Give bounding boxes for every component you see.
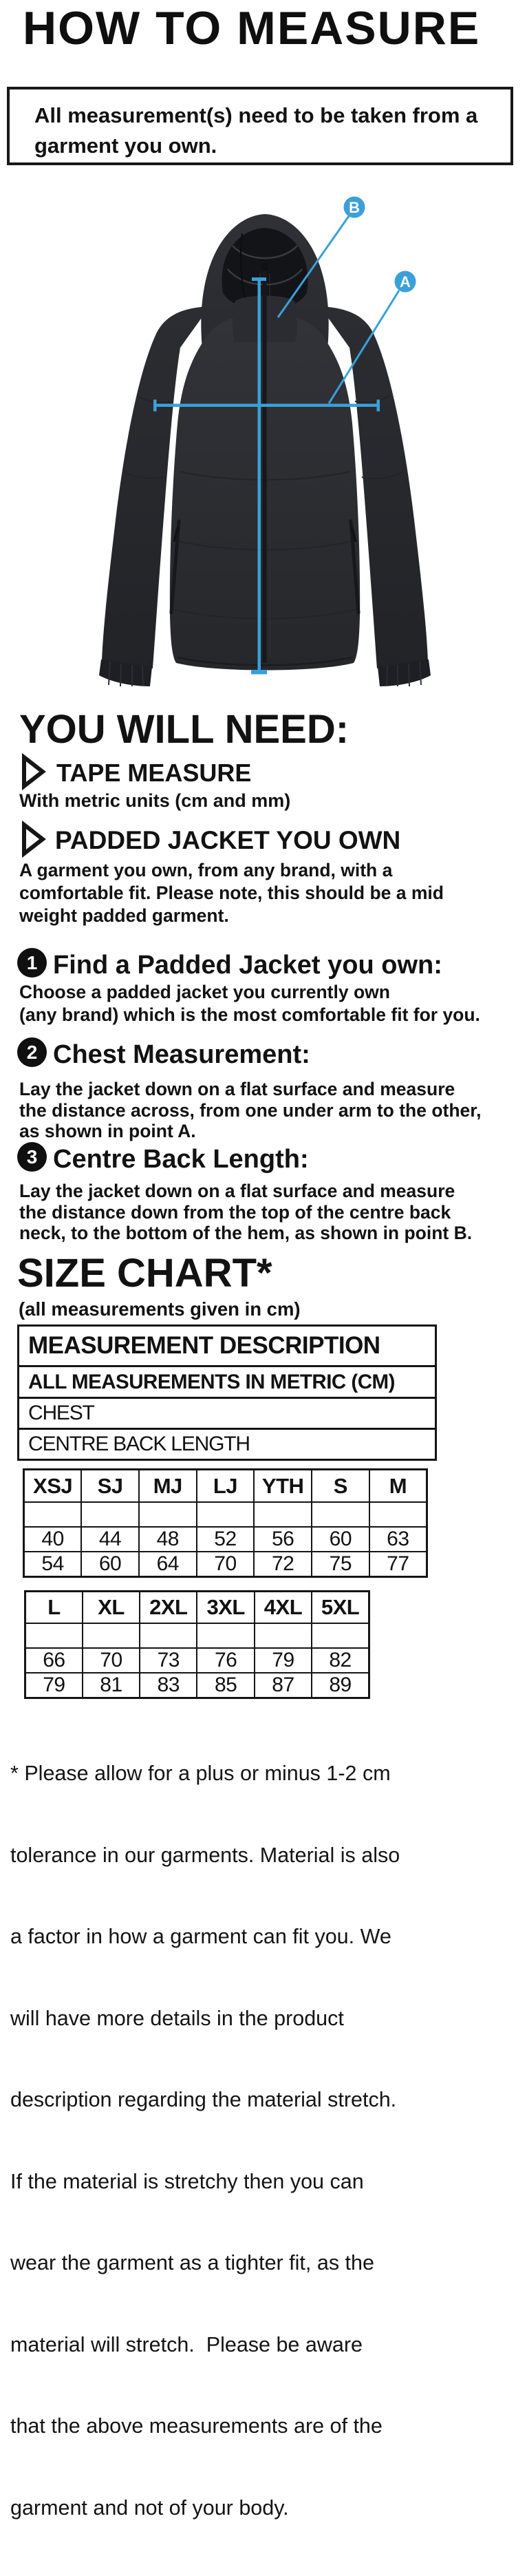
chest-value-cell: 82 xyxy=(312,1648,369,1673)
notice-line: All measurement(s) need to be taken from a xyxy=(34,103,478,127)
back-length-cell: 87 xyxy=(255,1673,312,1698)
empty-cell xyxy=(24,1502,82,1527)
tolerance-footnote xyxy=(10,1706,400,2576)
step-2-description xyxy=(19,1079,481,1142)
size-column-header: YTH xyxy=(254,1470,312,1503)
description-table-header: MEASUREMENT DESCRIPTION xyxy=(28,1332,380,1359)
chest-value-cell: 48 xyxy=(139,1527,197,1552)
chest-value-cell: 70 xyxy=(83,1648,140,1673)
step-3-description xyxy=(19,1181,472,1244)
need-item-tape-measure: TAPE MEASURE xyxy=(56,759,252,787)
step-number-badge: 3 xyxy=(17,1142,47,1172)
footnote-line: * Please allow for a plus or minus 1-2 cm xyxy=(10,1762,391,1785)
empty-cell xyxy=(312,1623,369,1648)
back-length-cell: 75 xyxy=(312,1552,369,1577)
chest-value-cell: 66 xyxy=(25,1648,83,1673)
size-column-header: L xyxy=(25,1592,83,1624)
step-number-badge: 2 xyxy=(17,1037,47,1067)
point-a-label: A xyxy=(400,273,411,291)
you-will-need-heading: YOU WILL NEED: xyxy=(19,707,349,752)
desc-line: Lay the jacket down on a flat surface and measure xyxy=(19,1181,455,1201)
need-item-tape-measure-desc: With metric units (cm and mm) xyxy=(19,790,291,811)
back-length-cell: 60 xyxy=(81,1552,139,1577)
step-3-title: Centre Back Length: xyxy=(53,1145,309,1174)
footnote-line: tolerance in our garments. Material is also xyxy=(10,1843,400,1867)
notice-line: garment you own. xyxy=(34,134,217,158)
spacer-row xyxy=(24,1502,427,1527)
desc-line: Lay the jacket down on a flat surface and measure xyxy=(19,1079,455,1099)
chest-value-cell: 76 xyxy=(197,1648,254,1673)
size-column-header: XSJ xyxy=(24,1470,82,1503)
page-title: HOW TO MEASURE xyxy=(23,2,481,54)
empty-cell xyxy=(140,1623,197,1648)
centre-back-line-bottom-cap xyxy=(251,670,267,675)
back-length-cell: 85 xyxy=(197,1673,254,1698)
size-column-header: 2XL xyxy=(140,1592,197,1624)
desc-line: weight padded garment. xyxy=(19,905,229,926)
empty-cell xyxy=(25,1623,83,1648)
back-length-cell: 79 xyxy=(25,1673,83,1698)
size-column-header: LJ xyxy=(197,1470,255,1503)
desc-line: Choose a padded jacket you currently own xyxy=(19,982,390,1002)
chest-value-cell: 40 xyxy=(24,1527,82,1552)
centre-back-line-top-cap xyxy=(252,277,266,281)
chest-values-row xyxy=(24,1527,427,1552)
chest-line-right-cap xyxy=(377,400,380,412)
empty-cell xyxy=(81,1502,139,1527)
point-b-label: B xyxy=(349,199,360,216)
padded-jacket-illustration xyxy=(0,176,527,688)
jacket-measurement-diagram xyxy=(0,176,527,688)
desc-line: as shown in point A. xyxy=(19,1121,196,1141)
size-chart-subheading: (all measurements given in cm) xyxy=(19,1298,301,1320)
footnote-line: will have more details in the product xyxy=(10,2006,344,2030)
empty-cell xyxy=(83,1623,140,1648)
size-header-row xyxy=(24,1470,427,1503)
centre-back-values-row xyxy=(25,1673,369,1698)
empty-cell xyxy=(254,1502,312,1527)
description-table-row: CHEST xyxy=(19,1397,435,1428)
back-length-cell: 72 xyxy=(254,1552,312,1577)
need-item-padded-jacket-desc xyxy=(19,859,444,927)
centre-back-values-row xyxy=(24,1552,427,1577)
chest-value-cell: 60 xyxy=(312,1527,369,1552)
empty-cell xyxy=(139,1502,197,1527)
chest-value-cell: 44 xyxy=(81,1527,139,1552)
size-table-l-to-5xl xyxy=(24,1590,370,1699)
size-column-header: XL xyxy=(83,1592,140,1624)
desc-line: comfortable fit. Please note, this should be a mid xyxy=(19,883,444,903)
back-length-cell: 70 xyxy=(197,1552,255,1577)
size-column-header: MJ xyxy=(139,1470,197,1503)
footnote-line: material will stretch. Please be aware xyxy=(10,2332,363,2356)
spacer-row xyxy=(25,1623,369,1648)
desc-line: A garment you own, from any brand, with a xyxy=(19,860,393,880)
back-length-cell: 77 xyxy=(369,1552,427,1577)
footnote-line: If the material is stretchy then you can xyxy=(10,2169,364,2193)
footnote-line: description regarding the material stretch. xyxy=(10,2088,397,2111)
size-header-row xyxy=(25,1592,369,1624)
size-column-header: M xyxy=(369,1470,427,1503)
back-length-cell: 81 xyxy=(83,1673,140,1698)
description-table-row: CENTRE BACK LENGTH xyxy=(19,1428,435,1459)
triangle-bullet-icon xyxy=(21,822,47,861)
size-column-header: SJ xyxy=(81,1470,139,1503)
chest-line-left-cap xyxy=(153,400,157,412)
empty-cell xyxy=(197,1623,254,1648)
description-table-row: ALL MEASUREMENTS IN METRIC (CM) xyxy=(19,1365,435,1397)
empty-cell xyxy=(369,1502,427,1527)
empty-cell xyxy=(312,1502,369,1527)
size-column-header: 3XL xyxy=(197,1592,254,1624)
chest-width-line xyxy=(155,404,378,408)
front-zip xyxy=(263,267,267,663)
desc-line: neck, to the bottom of the hem, as shown in point B. xyxy=(19,1223,473,1243)
step-2-title: Chest Measurement: xyxy=(53,1040,310,1069)
desc-line: the distance down from the top of the centre back xyxy=(19,1201,451,1223)
back-length-cell: 83 xyxy=(140,1673,197,1698)
chest-value-cell: 56 xyxy=(254,1527,312,1552)
step-1-title: Find a Padded Jacket you own: xyxy=(53,951,442,980)
size-column-header: 4XL xyxy=(255,1592,312,1624)
footnote-line: that the above measurements are of the xyxy=(10,2414,383,2438)
size-table-xsj-to-m xyxy=(23,1468,428,1578)
empty-cell xyxy=(197,1502,255,1527)
chest-values-row xyxy=(25,1648,369,1673)
need-item-padded-jacket: PADDED JACKET YOU OWN xyxy=(55,826,401,854)
zip-pull xyxy=(261,262,268,271)
back-length-cell: 54 xyxy=(24,1552,82,1577)
desc-line: the distance across, from one under arm to the other, xyxy=(19,1099,482,1121)
measurement-description-table xyxy=(17,1324,437,1461)
notice-box xyxy=(7,87,513,165)
footnote-line: garment and not of your body. xyxy=(10,2495,289,2520)
back-length-cell: 89 xyxy=(312,1673,369,1698)
triangle-bullet-icon xyxy=(21,754,47,794)
desc-line: (any brand) which is the most comfortable fit for you. xyxy=(19,1004,480,1025)
step-number-badge: 1 xyxy=(17,948,47,978)
size-column-header: 5XL xyxy=(312,1592,369,1624)
footnote-line: a factor in how a garment can fit you. We xyxy=(10,1925,391,1948)
chest-value-cell: 52 xyxy=(197,1527,255,1552)
back-length-cell: 64 xyxy=(139,1552,197,1577)
footnote-line: wear the garment as a tighter fit, as the xyxy=(10,2251,374,2274)
size-column-header: S xyxy=(312,1470,369,1503)
empty-cell xyxy=(255,1623,312,1648)
chest-value-cell: 79 xyxy=(255,1648,312,1673)
step-1-description xyxy=(19,981,480,1026)
chest-value-cell: 63 xyxy=(369,1527,427,1552)
centre-back-line xyxy=(258,279,261,673)
chest-value-cell: 73 xyxy=(140,1648,197,1673)
size-chart-heading: SIZE CHART* xyxy=(17,1251,272,1296)
